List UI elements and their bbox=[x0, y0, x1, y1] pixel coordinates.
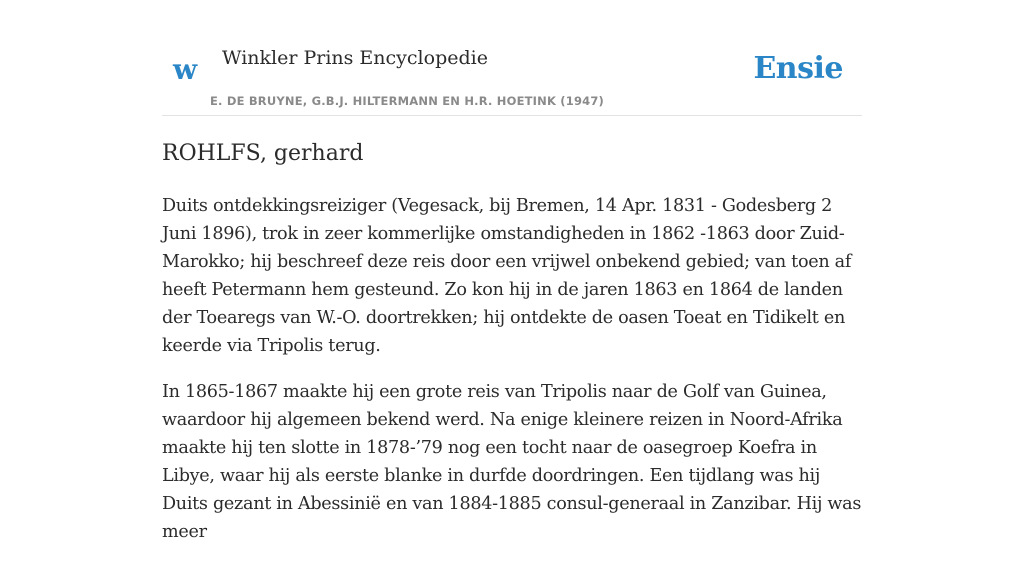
site-title-link[interactable]: Winkler Prins Encyclopedie bbox=[222, 47, 488, 69]
ensie-logo[interactable]: Ensie bbox=[753, 51, 843, 86]
authors-byline: E. DE BRUYNE, G.B.J. HILTERMANN EN H.R. HOETINK (1947) bbox=[210, 94, 605, 108]
page bbox=[162, 0, 862, 542]
article-body bbox=[162, 192, 862, 564]
article-headword: ROHLFS, gerhard bbox=[162, 141, 364, 166]
article-paragraph: Duits ontdekkingsreiziger (Vegesack, bij Bremen, 14 Apr. 1831 - Godesberg 2 Juni 1896), trok in zeer kommerlijke omstandigheden in 1862 -1863 door Zuid-Marokko; hij beschreef deze reis door een vrijwel onbekend gebied; van toen af heeft Petermann hem gesteund. Zo kon hij in de jaren 1863 en 1864 de landen der Toearegs van W.-O. doortrekken; hij ontdekte de oasen Toeat en Tidikelt en keerde via Tripolis terug. bbox=[162, 196, 852, 356]
site-header bbox=[162, 0, 862, 116]
winkler-prins-logo[interactable]: w bbox=[173, 53, 198, 86]
article-paragraph: In 1865-1867 maakte hij een grote reis van Tripolis naar de Golf van Guinea, waardoor hij algemeen bekend werd. Na enige kleinere reizen in Noord-Afrika maakte hij ten slotte in 1878-’79 nog een tocht naar de oasegroep Koefra in Libye, waar hij als eerste blanke in durfde doordringen. Een tijdlang was hij Duits gezant in Abessinië en van 1884-1885 consul-generaal in Zanzibar. Hij was meer bbox=[162, 382, 862, 542]
